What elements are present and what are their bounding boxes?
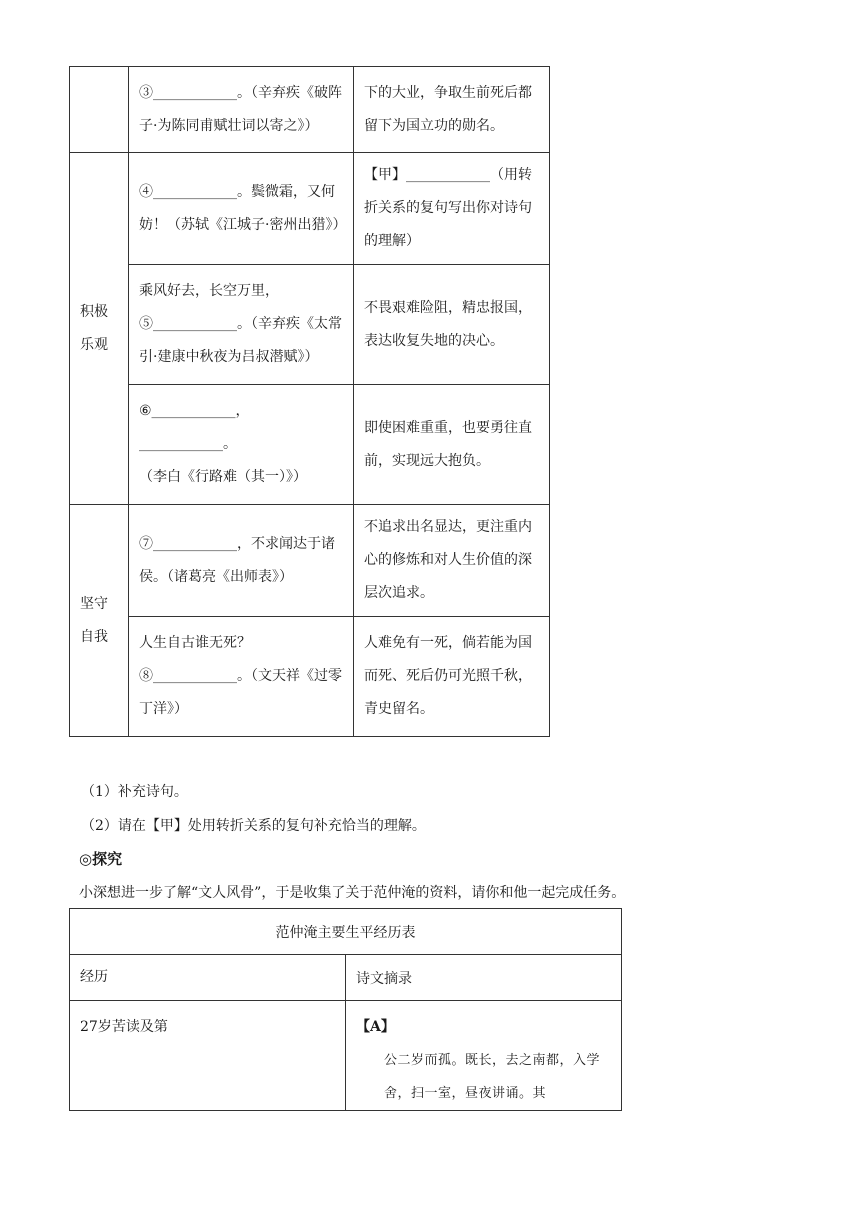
poem-line-cell: 人生自古谁无死？⑧____________。（文天祥《过零丁洋》） <box>129 617 354 737</box>
meaning-cell: 人难免有一死，倘若能为国而死、死后仍可光照千秋，青史留名。 <box>354 617 550 737</box>
poem-line-cell: ③____________。（辛弃疾《破阵子·为陈同甫赋壮词以寄之》） <box>129 67 354 153</box>
poem-blank-line: ____________。 <box>139 436 237 452</box>
meaning-cell: 即使困难重重，也要勇往直前，实现远大抱负。 <box>354 385 550 505</box>
excerpt-cell <box>346 1001 622 1111</box>
meaning-cell: 不追求出名显达，更注重内心的修炼和对人生价值的深层次追求。 <box>354 505 550 617</box>
meaning-cell: 下的大业，争取生前死后都留下为国立功的勋名。 <box>354 67 550 153</box>
header-excerpt: 诗文摘录 <box>346 955 622 1001</box>
experience-cell: 27岁苦读及第 <box>70 1001 346 1111</box>
category-cell-self: 坚守自我 <box>70 505 129 737</box>
poetry-table <box>69 66 550 737</box>
excerpt-text: 公二岁而孤。既长，去之南都，入学舍，扫一室，昼夜讲诵。其 <box>384 1053 601 1101</box>
section-intro: 小深想进一步了解“文人风骨”，于是收集了关于范仲淹的资料，请你和他一起完成任务。 <box>79 885 626 901</box>
poem-source: （李白《行路难（其一）》） <box>139 469 307 485</box>
section-heading: ◎探究 <box>79 850 123 868</box>
poem-line-cell: 乘风好去，长空万里，⑤____________。（辛弃疾《太常引·建康中秋夜为吕叔潜赋》） <box>129 265 354 385</box>
question-2: （2）请在【甲】处用转折关系的复句补充恰当的理解。 <box>81 818 426 834</box>
poem-line-cell: ⑦____________，不求闻达于诸侯。（诸葛亮《出师表》） <box>129 505 354 617</box>
biography-table-title: 范仲淹主要生平经历表 <box>70 909 622 955</box>
poem-line-cell: ④____________。鬓微霜，又何妨！（苏轼《江城子·密州出猎》） <box>129 153 354 265</box>
biography-table <box>69 908 622 1111</box>
poem-blank-line: ⑥____________， <box>139 403 250 419</box>
poem-line-cell <box>129 385 354 505</box>
meaning-cell: 不畏艰难险阻，精忠报国，表达收复失地的决心。 <box>354 265 550 385</box>
category-cell-optimism: 积极乐观 <box>70 153 129 505</box>
excerpt-tag: 【A】 <box>356 1019 395 1035</box>
meaning-cell-jia: 【甲】____________（用转折关系的复句写出你对诗句的理解） <box>354 153 550 265</box>
header-experience: 经历 <box>70 955 346 1001</box>
question-1: （1）补充诗句。 <box>81 784 188 800</box>
category-cell-empty <box>70 67 129 153</box>
